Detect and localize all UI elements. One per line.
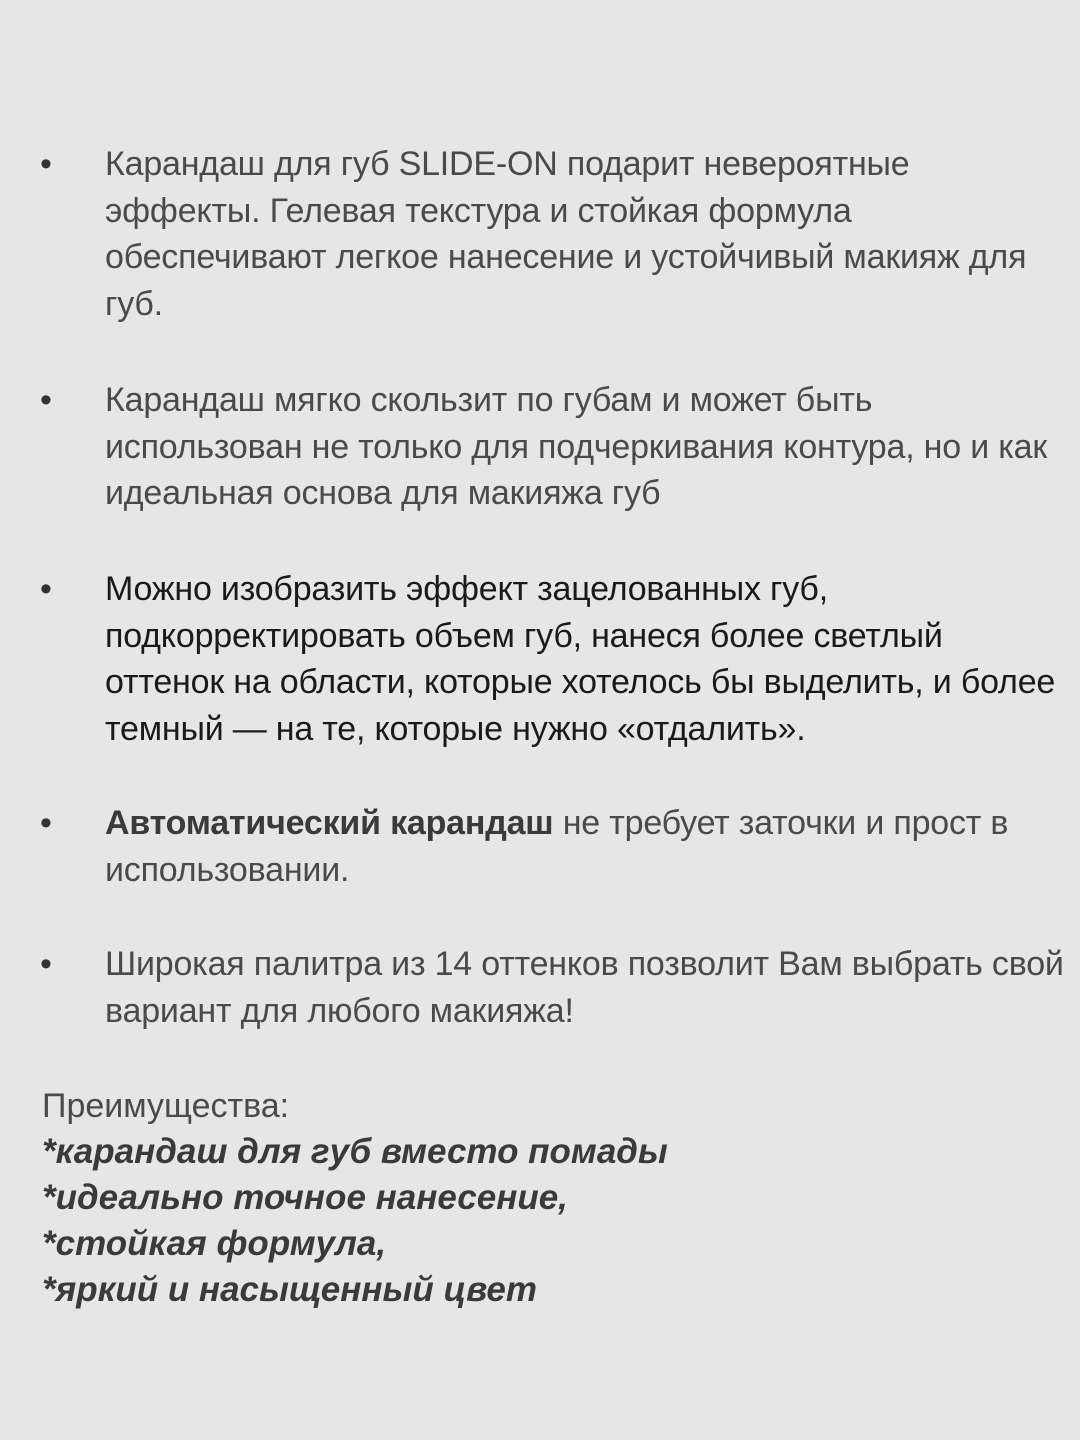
bullet-regular-text: не требует заточки и прост в использовании. <box>105 804 1009 889</box>
bullet-text: Можно изобразить эффект зацелованных губ, подкорректировать объем губ, нанеся более светлый оттенок на области, которые хотелось бы выделить, и более темный — на те, которые нужно «отдалить». <box>105 570 1056 748</box>
bullet-text: Карандаш для губ SLIDE-ON подарит невероятные эффекты. Гелевая текстура и стойкая формула обеспечивают легкое нанесение и устойчивый макияж для губ. <box>105 145 1027 323</box>
bullet-icon: • <box>40 945 52 983</box>
advantage-item: *карандаш для губ вместо помады <box>42 1132 668 1171</box>
advantages-section <box>42 1083 1042 1313</box>
advantages-heading: Преимущества: <box>42 1087 290 1125</box>
bullet-text <box>105 800 1065 893</box>
bullet-text: Карандаш мягко скользит по губам и может быть использован не только для подчеркивания контура, но и как идеальная основа для макияжа губ <box>105 381 1048 512</box>
bullet-icon: • <box>40 145 52 183</box>
bullet-icon: • <box>40 804 52 842</box>
advantage-item: *яркий и насыщенный цвет <box>42 1270 537 1309</box>
bullet-icon: • <box>40 570 52 608</box>
bullet-bold-text: Автоматический карандаш <box>105 804 554 842</box>
advantage-item: *стойкая формула, <box>42 1224 387 1263</box>
bullet-text: Широкая палитра из 14 оттенков позволит Вам выбрать свой вариант для любого макияжа! <box>105 945 1064 1030</box>
bullet-icon: • <box>40 381 52 419</box>
advantage-item: *идеально точное нанесение, <box>42 1178 568 1217</box>
